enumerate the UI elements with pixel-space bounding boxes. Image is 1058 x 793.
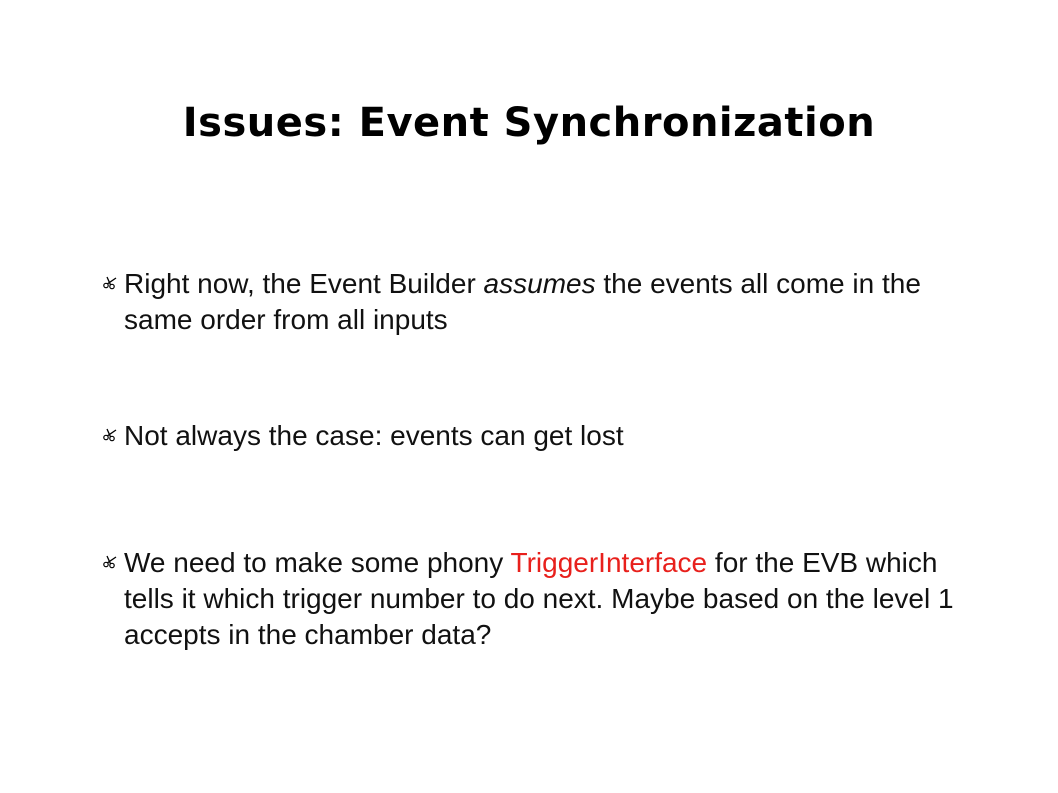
bullet-text-part: for the EVB which tells it which trigger number to do next. Maybe based on the level 1 accepts in the chamber data? xyxy=(124,547,954,650)
bullet-text-part: We need to make some phony xyxy=(124,547,511,578)
scissors-icon xyxy=(102,426,118,442)
scissors-icon xyxy=(102,553,118,569)
scissors-icon xyxy=(102,274,118,290)
bullet-text-part: Right now, the Event Builder xyxy=(124,268,484,299)
bullet-emphasis: assumes xyxy=(483,268,596,299)
bullet-text: Not always the case: events can get lost xyxy=(124,420,624,451)
bullet-text xyxy=(124,545,964,653)
bullet-text-part: the events all come in the same order from all inputs xyxy=(124,268,921,335)
bullet-text xyxy=(124,266,964,338)
slide-title: Issues: Event Synchronization xyxy=(182,100,876,146)
bullet-highlight: TriggerInterface xyxy=(510,547,708,578)
